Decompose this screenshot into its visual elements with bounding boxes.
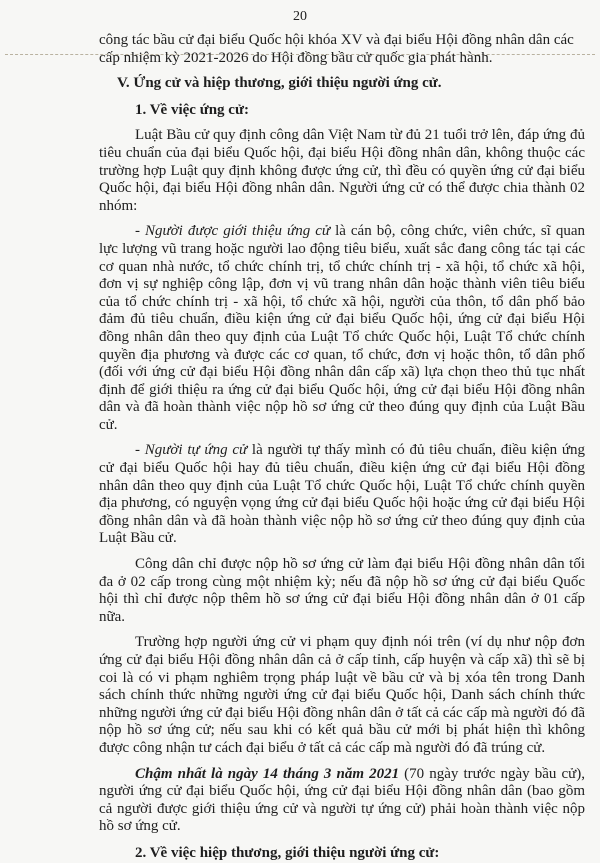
nominated-candidate-term: - Người được giới thiệu ứng cử (135, 223, 331, 240)
deadline-paragraph (99, 766, 585, 836)
deadline-text: (70 ngày trước ngày bầu cử), người ứng cử đại biểu Quốc hội, ứng cử đại biểu Hội đồng nhân dân (bao gồm cả người được giới thiệu ứng cử và người tự ứng cử) phải hoàn thành việc nộp hồ sơ ứng cử. (99, 765, 585, 835)
section-v-heading: V. Ứng cử và hiệp thương, giới thiệu người ứng cử. (117, 75, 442, 92)
violation-paragraph: Trường hợp người ứng cử vi phạm quy định nói trên (ví dụ như nộp đơn ứng cử đại biểu Hội đồng nhân dân cả ở cấp tỉnh, cấp huyện và cấp xã) thì sẽ bị coi là có vi phạm nghiêm trọng pháp luật về bầu cử và bị xóa tên trong Danh sách chính thức những người ứng cử đại biểu Quốc hội, Danh sách chính thức những người ứng cử đại biểu Hội đồng nhân dân ở tất cả các cấp mà người đó đã nộp hồ sơ ứng cử; nếu sau khi có kết quả bầu cử mới bị phát hiện thì không được công nhận tư cách đại biểu ở tất cả các cấp mà người đó đã trúng cử. (99, 634, 585, 756)
self-nominated-paragraph (99, 442, 585, 548)
eligibility-paragraph: Luật Bầu cử quy định công dân Việt Nam từ đủ 21 tuổi trở lên, đáp ứng đủ tiêu chuẩn của đại biểu Quốc hội, đại biểu Hội đồng nhân dân, không thuộc các trường hợp Luật quy định không được ứng cử, thì đều có quyền ứng cử đại biểu Quốc hội, đại biểu Hội đồng nhân dân. Người ứng cử có thể được chia thành 02 nhóm: (99, 127, 585, 214)
deadline-date: Chậm nhất là ngày 14 tháng 3 năm 2021 (135, 765, 400, 782)
nominated-candidate-paragraph (99, 223, 585, 434)
self-nominated-definition: là người tự thấy mình có đủ tiêu chuẩn, điều kiện ứng cử đại biểu Quốc hội hay đủ tiêu chuẩn, điều kiện ứng cử đại biểu Hội đồng nhân dân theo quy định của Luật Tổ chức Quốc hội, Luật Tổ chức chính quyền địa phương, có nguyện vọng ứng cử đại biểu Quốc hội hoặc ứng cử đại biểu Hội đồng nhân dân và đã hoàn thành việc nộp hồ sơ ứng cử theo đúng quy định của Luật Bầu cử. (99, 442, 585, 547)
subsection-1-heading: 1. Về việc ứng cử: (135, 101, 249, 118)
document-body (99, 32, 585, 863)
self-nominated-term: - Người tự ứng cử (135, 442, 248, 459)
intro-paragraph: công tác bầu cử đại biểu Quốc hội khóa XV và đại biểu Hội đồng nhân dân các cấp nhiệm kỳ 2021-2026 do Hội đồng bầu cử quốc gia phát hành. (99, 32, 574, 66)
page-number: 20 (293, 9, 307, 24)
subsection-2-heading: 2. Về việc hiệp thương, giới thiệu người ứng cử: (135, 844, 440, 861)
nominated-candidate-definition: là cán bộ, công chức, viên chức, sĩ quan lực lượng vũ trang hoặc người lao động tiêu biểu, xuất sắc đang công tác tại các cơ quan nhà nước, tổ chức chính trị, tổ chức chính trị - xã hội, tổ chức xã hội, đơn vị sự nghiệp công lập, đơn vị vũ trang nhân dân hoặc thành viên tiêu biểu của tổ chức chính trị - xã hội, tổ chức xã hội, người của thôn, tổ dân phố bảo đảm đủ tiêu chuẩn, điều kiện ứng cử đại biểu Quốc hội, ứng cử đại biểu Hội đồng nhân dân theo quy định của Luật Tổ chức Quốc hội, Luật Tổ chức chính quyền địa phương và được các cơ quan, tổ chức, đơn vị hoặc thôn, tổ dân phố (đối với ứng cử đại biểu Hội đồng nhân dân cấp xã) lựa chọn theo thủ tục nhất định để giới thiệu ra ứng cử đại biểu Quốc hội, ứng cử đại biểu Hội đồng nhân dân và đã hoàn thành việc nộp hồ sơ ứng cử theo đúng quy định của Luật Bầu cử. (99, 223, 585, 433)
two-levels-paragraph: Công dân chỉ được nộp hồ sơ ứng cử làm đại biểu Hội đồng nhân dân tối đa ở 02 cấp trong cùng một nhiệm kỳ; nếu đã nộp hồ sơ ứng cử đại biểu Quốc hội thì chỉ được nộp thêm hồ sơ ứng cử đại biểu Hội đồng nhân dân ở 01 cấp nữa. (99, 556, 585, 625)
